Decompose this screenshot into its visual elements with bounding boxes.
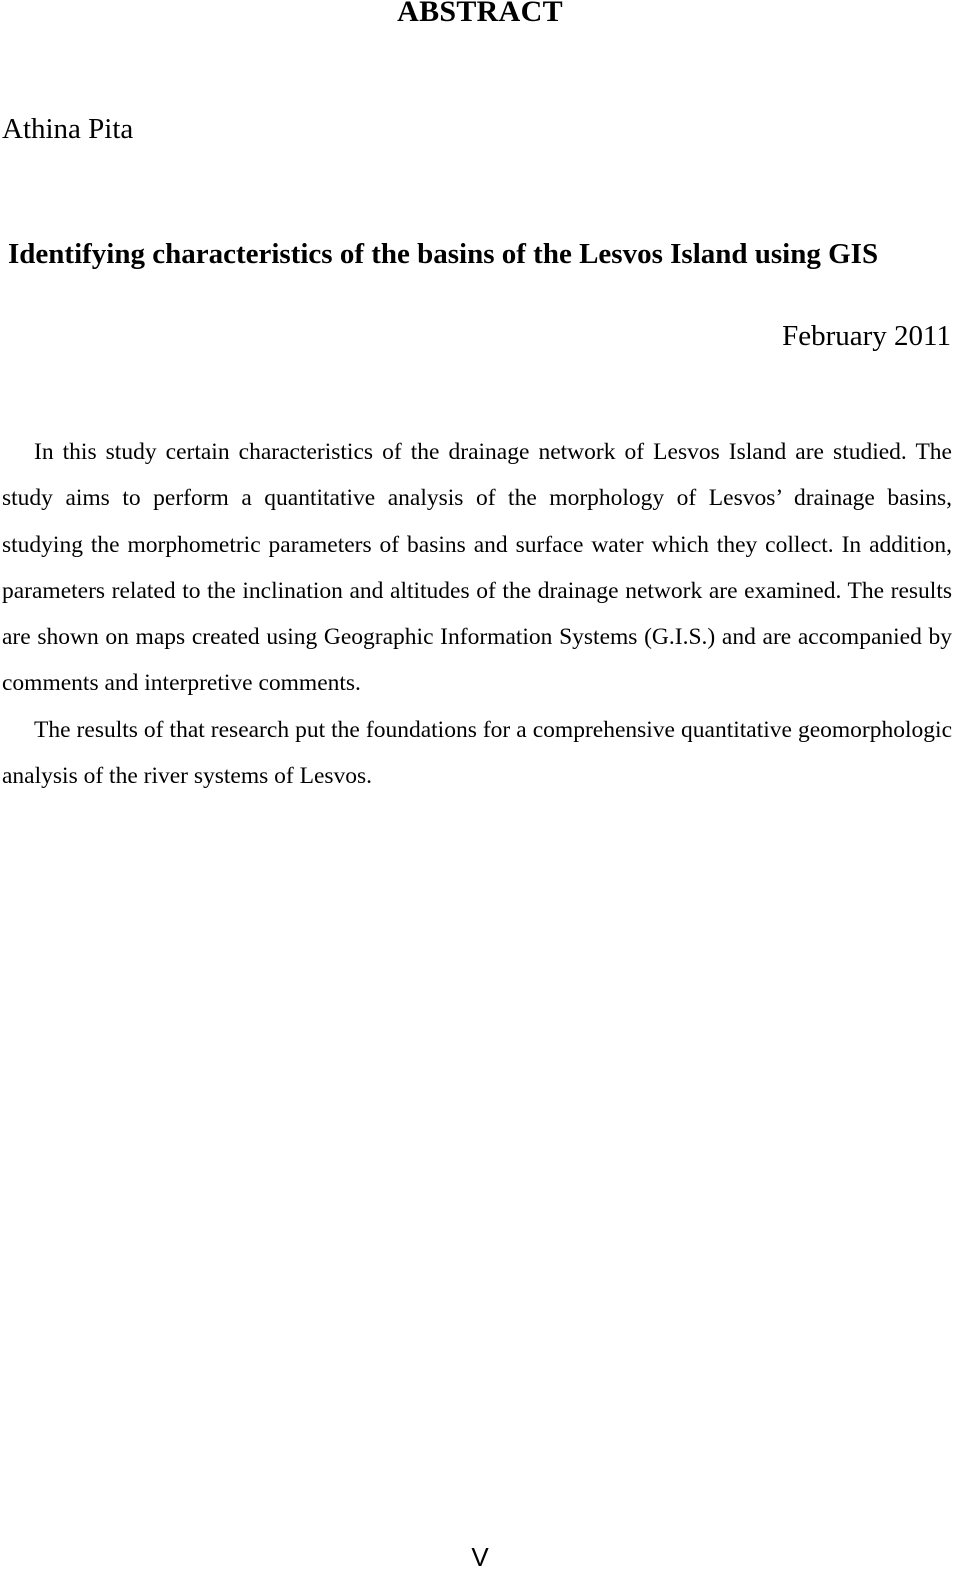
author-name: Athina Pita <box>2 113 134 145</box>
publication-date: February 2011 <box>782 320 951 352</box>
abstract-paragraph: In this study certain characteristics of the drainage network of Lesvos Island are studied. The study aims to perform a quantitative analysis of the morphology of Lesvos’ drainage basins, studying the morphometric parameters of basins and surface water which they collect. In addition, parameters related to the inclination and altitudes of the drainage network are examined. The results are shown on maps created using Geographic Information Systems (G.I.S.) and are accompanied by comments and interpretive comments. <box>2 439 952 697</box>
page-number: V <box>471 1542 489 1572</box>
abstract-paragraph: The results of that research put the foundations for a comprehensive quantitative geomorphologic analysis of the river systems of Lesvos. <box>2 716 952 790</box>
thesis-title: Identifying characteristics of the basins of the Lesvos Island using GIS <box>8 238 879 270</box>
section-heading: ABSTRACT <box>397 0 563 28</box>
abstract-body <box>2 429 952 799</box>
